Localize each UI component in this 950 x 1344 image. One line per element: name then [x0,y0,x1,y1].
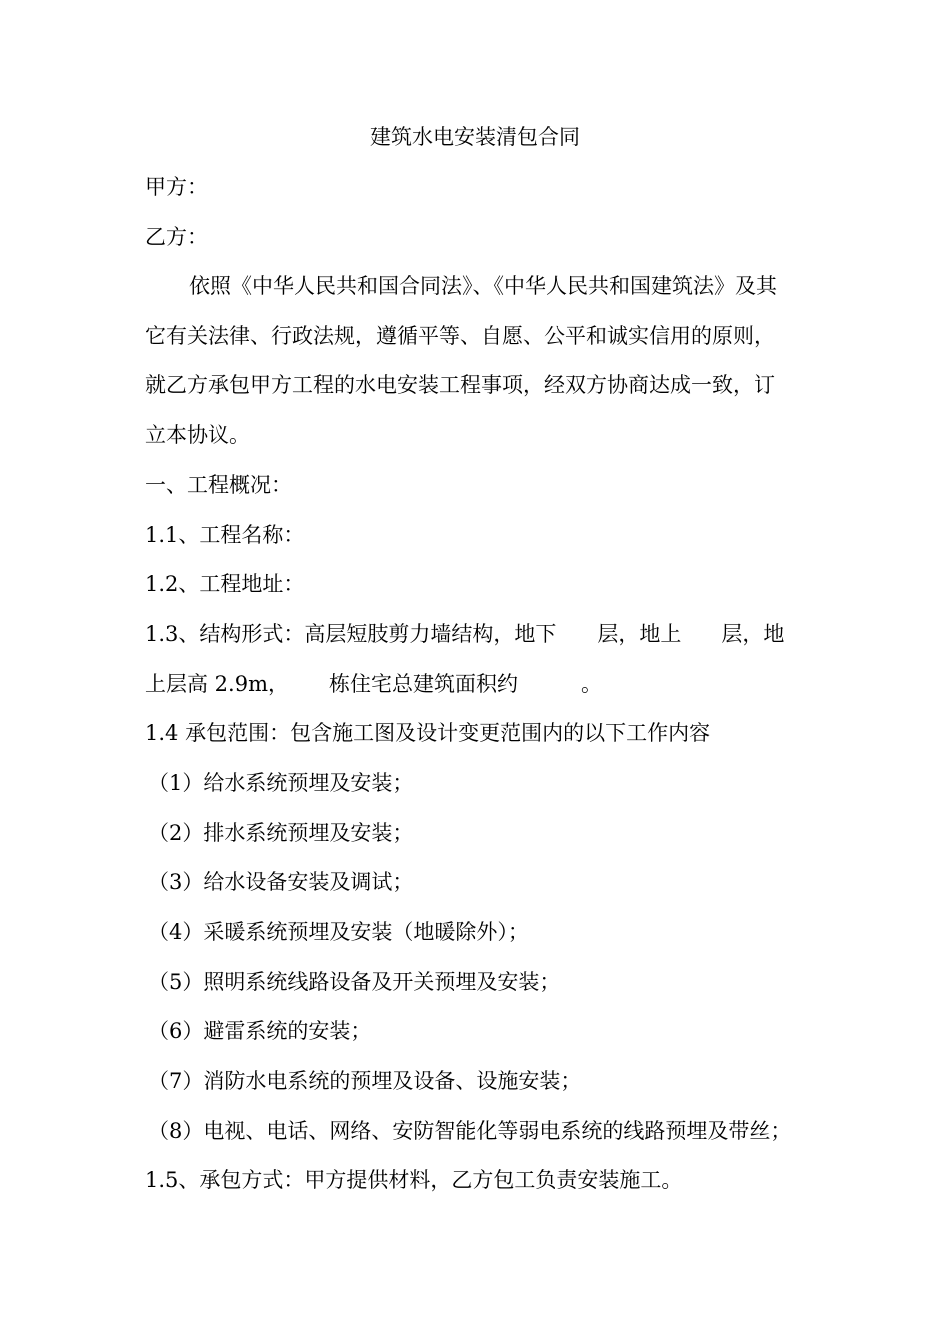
item-1-3-end: 。 [581,672,602,696]
intro-line-1: 依照《中华人民共和国合同法》、《中华人民共和国建筑法》及其 [189,274,777,298]
scope-item: （3）给水设备安装及调试； [148,870,414,894]
intro-line-3: 就乙方承包甲方工程的水电安装工程事项，经双方协商达成一致，订 [145,373,775,397]
section-1-heading: 一、工程概况： [145,473,292,497]
scope-item: （7）消防水电系统的预埋及设备、设施安装； [148,1069,582,1093]
scope-item: （8）电视、电话、网络、安防智能化等弱电系统的线路预埋及带丝； [148,1119,792,1143]
document-title: 建筑水电安装清包合同 [370,125,580,149]
item-1-3-area: 栋住宅总建筑面积约 [329,672,518,696]
scope-item: （1）给水系统预埋及安装； [148,771,414,795]
item-1-1: 1.1、工程名称： [145,523,305,547]
party-a-label: 甲方： [145,175,208,199]
item-1-2: 1.2、工程地址： [145,572,305,596]
intro-line-4: 立本协议。 [145,423,250,447]
item-1-3-above-ground: 层，地上 [597,622,682,646]
item-1-3-line-2 [145,669,602,699]
item-1-3-floor-height: 上层高 2.9m， [145,672,289,696]
item-1-5: 1.5、承包方式：甲方提供材料，乙方包工负责安装施工。 [145,1168,683,1192]
item-1-3-floors-end: 层，地 [721,622,785,646]
item-1-4: 1.4 承包范围：包含施工图及设计变更范围内的以下工作内容 [145,721,711,745]
intro-line-2: 它有关法律、行政法规，遵循平等、自愿、公平和诚实信用的原则， [145,324,775,348]
scope-item: （5）照明系统线路设备及开关预埋及安装； [148,970,561,994]
scope-item: （4）采暖系统预埋及安装（地暖除外）； [148,920,529,944]
party-b-label: 乙方： [145,225,208,249]
scope-item: （2）排水系统预埋及安装； [148,821,414,845]
item-1-3-line-1 [145,619,784,649]
item-1-3-structure: 1.3、结构形式：高层短肢剪力墙结构，地下 [145,622,557,646]
scope-item: （6）避雷系统的安装； [148,1019,372,1043]
